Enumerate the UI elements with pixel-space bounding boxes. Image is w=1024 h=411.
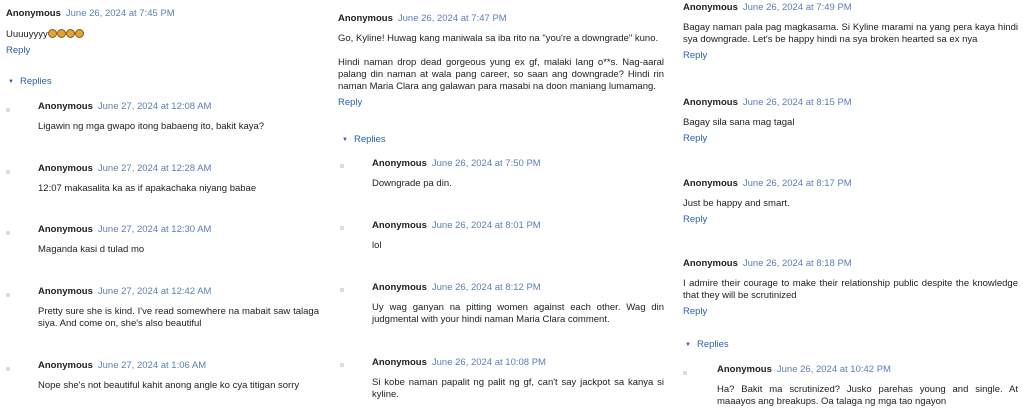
reply-link[interactable]: Reply	[683, 133, 708, 144]
comment-text-paragraph: Hindi naman drop dead gorgeous yung ex gf, malaki lang o**s. Nag-aaral palang din naman at wala pang career, so saan ang downgrade? Hindi rin naman Maria Clara ang galawan para masabi na doon maniang lumamang.	[338, 57, 664, 92]
reply-comment	[372, 220, 664, 252]
comment-author: Anonymous	[683, 2, 738, 13]
comment-author: Anonymous	[372, 357, 427, 368]
reply-link[interactable]: Reply	[683, 50, 708, 61]
comment-date[interactable]: June 26, 2024 at 8:15 PM	[742, 97, 852, 108]
reply-bullet	[6, 170, 10, 174]
comment-text: Uy wag ganyan na pitting women against each other. Wag din judgmental with your hindi naman Maria Clara comment.	[372, 302, 664, 325]
reply-comment	[38, 101, 317, 133]
reply-link[interactable]: Reply	[6, 45, 31, 56]
reply-link[interactable]: Reply	[683, 214, 708, 225]
comment-text: Nope she's not beautiful kahit anong angle ko cya titigan sorry	[38, 380, 300, 391]
comment-text: lol	[372, 240, 382, 251]
reply-bullet	[6, 231, 10, 235]
comment-text: Bagay naman pala pag magkasama. Si Kyline marami na yang pera kaya hindi sya downgrade. Let's be happy hindi na sya broken hearted sa ex nya	[683, 22, 1018, 45]
comment-text: 12:07 makasalita ka as if apakachaka niyang babae	[38, 183, 257, 194]
comment-thread-2	[335, 0, 670, 411]
top-comment	[338, 13, 664, 109]
comment-author: Anonymous	[38, 360, 93, 371]
reply-bullet	[6, 367, 10, 371]
comment-author: Anonymous	[372, 158, 427, 169]
comment-text: Ligawin ng mga gwapo itong babaeng ito, bakit kaya?	[38, 121, 265, 132]
replies-label: Replies	[19, 76, 52, 87]
caret-down-icon: ▼	[8, 79, 14, 85]
replies-label: Replies	[696, 339, 729, 350]
comment-text: I admire their courage to make their relationship public despite the knowledge that they will be scrutinized	[683, 278, 1018, 301]
comment-author: Anonymous	[6, 8, 61, 19]
reply-comment	[372, 158, 664, 190]
comment-date[interactable]: June 27, 2024 at 12:30 AM	[97, 224, 212, 235]
comment-date[interactable]: June 26, 2024 at 7:47 PM	[397, 13, 507, 24]
comment-author: Anonymous	[683, 258, 738, 269]
comment-date[interactable]: June 27, 2024 at 1:06 AM	[97, 360, 207, 371]
top-comment	[683, 2, 1018, 62]
reply-link[interactable]: Reply	[683, 306, 708, 317]
laughing-face-icon	[48, 29, 57, 38]
comment-date[interactable]: June 27, 2024 at 12:28 AM	[97, 163, 212, 174]
comment-author: Anonymous	[683, 178, 738, 189]
reply-bullet	[683, 371, 687, 375]
reply-comment	[372, 357, 664, 401]
comment-author: Anonymous	[38, 224, 93, 235]
comment-date[interactable]: June 26, 2024 at 8:17 PM	[742, 178, 852, 189]
reply-bullet	[6, 293, 10, 297]
laughing-face-icon	[75, 29, 84, 38]
reply-comment	[38, 286, 319, 330]
comment-thread-3	[678, 0, 1024, 411]
top-comment	[6, 8, 325, 57]
reply-comment	[372, 282, 664, 326]
reply-link[interactable]: Reply	[338, 97, 363, 108]
comment-author: Anonymous	[38, 101, 93, 112]
comment-body	[6, 29, 325, 41]
comment-date[interactable]: June 26, 2024 at 8:01 PM	[431, 220, 541, 231]
replies-toggle[interactable]	[8, 76, 52, 88]
comment-date[interactable]: June 26, 2024 at 7:49 PM	[742, 2, 852, 13]
top-comment	[683, 97, 1018, 145]
top-comment	[683, 258, 1018, 318]
comment-author: Anonymous	[683, 97, 738, 108]
replies-toggle[interactable]	[685, 339, 729, 351]
comment-author: Anonymous	[338, 13, 393, 24]
reply-bullet	[340, 164, 344, 168]
replies-toggle[interactable]	[342, 134, 386, 146]
comment-text: Si kobe naman papalit ng palit ng gf, can't say jackpot sa kanya si kyline.	[372, 377, 664, 400]
comment-text-paragraph: Go, Kyline! Huwag kang maniwala sa iba rito na "you're a downgrade" kuno.	[338, 33, 659, 44]
comment-date[interactable]: June 26, 2024 at 7:45 PM	[65, 8, 175, 19]
comment-thread-1	[0, 0, 325, 411]
comment-text: Pretty sure she is kind. I've read somewhere na mabait saw talaga siya. And come on, she's also beautiful	[38, 306, 319, 329]
comment-date[interactable]: June 26, 2024 at 10:42 PM	[776, 364, 891, 375]
comment-date[interactable]: June 27, 2024 at 12:08 AM	[97, 101, 212, 112]
comment-author: Anonymous	[372, 220, 427, 231]
comment-text: Bagay sila sana mag tagal	[683, 117, 795, 128]
comment-date[interactable]: June 26, 2024 at 8:12 PM	[431, 282, 541, 293]
comment-text: Uuuuyyyy	[6, 29, 48, 40]
comment-author: Anonymous	[717, 364, 772, 375]
comment-date[interactable]: June 26, 2024 at 10:08 PM	[431, 357, 546, 368]
caret-down-icon: ▼	[685, 342, 691, 348]
laughing-face-icon	[66, 29, 75, 38]
comment-date[interactable]: June 26, 2024 at 7:50 PM	[431, 158, 541, 169]
comment-date[interactable]: June 26, 2024 at 8:18 PM	[742, 258, 852, 269]
reply-comment	[38, 360, 319, 392]
reply-bullet	[340, 226, 344, 230]
reply-comment	[38, 224, 317, 256]
replies-label: Replies	[353, 134, 386, 145]
comment-author: Anonymous	[38, 163, 93, 174]
comment-text: Maganda kasi d tulad mo	[38, 244, 145, 255]
comment-text: Just be happy and smart.	[683, 198, 790, 209]
comment-author: Anonymous	[372, 282, 427, 293]
top-comment	[683, 178, 1018, 226]
reply-comment	[717, 364, 1018, 408]
reply-bullet	[340, 363, 344, 367]
comment-text: Downgrade pa din.	[372, 178, 452, 189]
comment-text: Ha? Bakit ma scrutinized? Jusko parehas young and single. At maaayos ang breakups. Oa talaga ng mga tao ngayon	[717, 384, 1018, 407]
reply-bullet	[6, 108, 10, 112]
reply-bullet	[340, 288, 344, 292]
comment-author: Anonymous	[38, 286, 93, 297]
laughing-face-icon	[57, 29, 66, 38]
reply-comment	[38, 163, 317, 195]
caret-down-icon: ▼	[342, 137, 348, 143]
comment-date[interactable]: June 27, 2024 at 12:42 AM	[97, 286, 212, 297]
